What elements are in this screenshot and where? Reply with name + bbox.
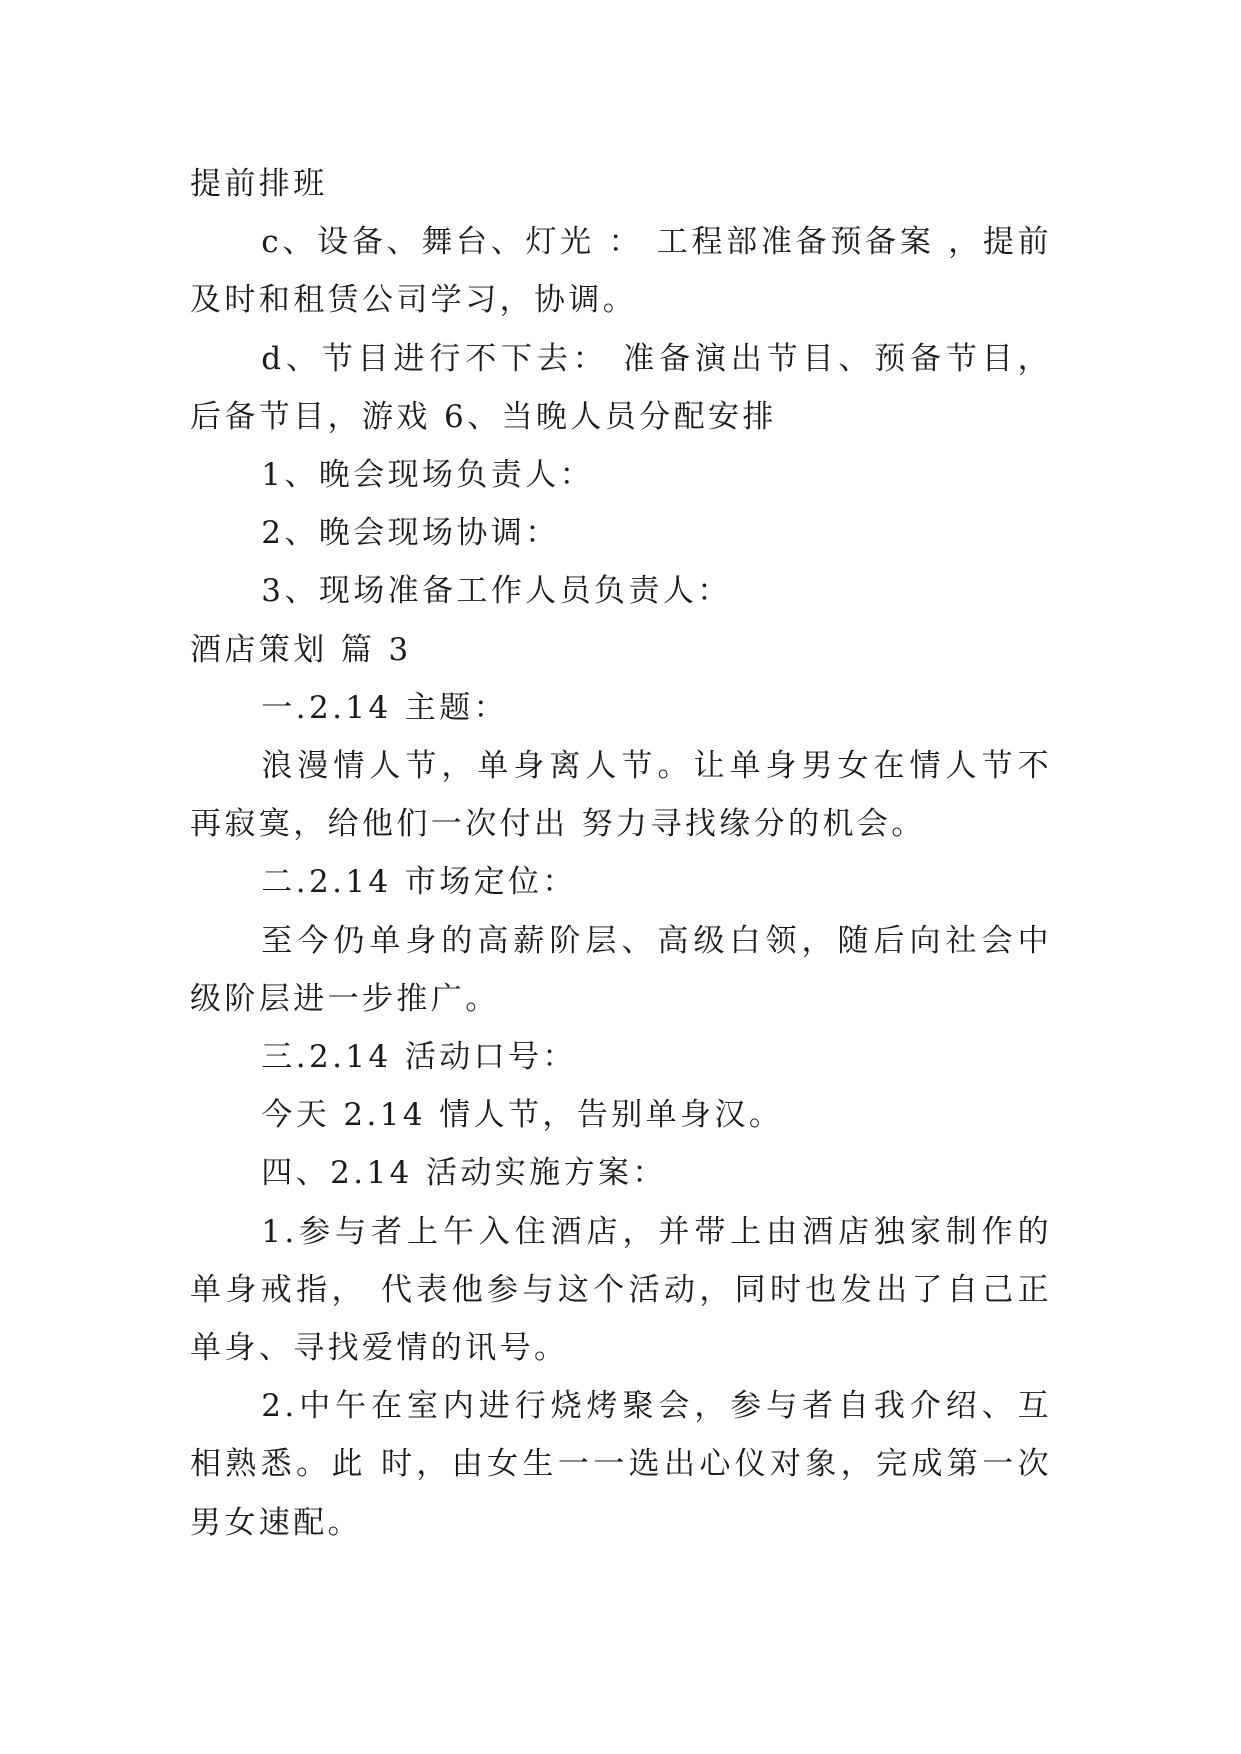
paragraph: 至今仍单身的高薪阶层、高级白领，随后向社会中级阶层进一步推广。: [190, 922, 1052, 1017]
paragraph: c、设备、舞台、灯光 ： 工程部准备预备案 ，提前及时和租赁公司学习，协调。: [190, 224, 1052, 319]
subheading: 一.2.14 主题：: [261, 689, 509, 726]
paragraph: 今天 2.14 情人节，告别单身汉。: [261, 1097, 784, 1134]
subheading: 三.2.14 活动口号：: [261, 1039, 577, 1076]
section-heading: 酒店策划 篇 3: [190, 631, 412, 668]
document-body: [190, 155, 1052, 1552]
list-item: 3、现场准备工作人员负责人：: [261, 573, 732, 610]
list-item: 2、晚会现场协调：: [261, 515, 560, 552]
paragraph: 2.中午在室内进行烧烤聚会，参与者自我介绍、互相熟悉。此 时，由女生一一选出心仪对象，完成第一次男女速配。: [190, 1388, 1052, 1541]
list-item: 1、晚会现场负责人：: [261, 457, 595, 494]
subheading: 二.2.14 市场定位：: [261, 864, 577, 901]
paragraph: 浪漫情人节，单身离人节。让单身男女在情人节不再寂寞，给他们一次付出 努力寻找缘分的机会。: [190, 748, 1052, 843]
paragraph: 1.参与者上午入住酒店，并带上由酒店独家制作的单身戒指， 代表他参与这个活动，同时也发出了自己正单身、寻找爱情的讯号。: [190, 1213, 1052, 1367]
paragraph: d、节目进行不下去： 准备演出节目、预备节目，后备节目，游戏 6、当晚人员分配安排: [190, 340, 1052, 435]
subheading: 四、2.14 活动实施方案：: [261, 1155, 667, 1192]
paragraph: 提前排班: [190, 166, 328, 202]
